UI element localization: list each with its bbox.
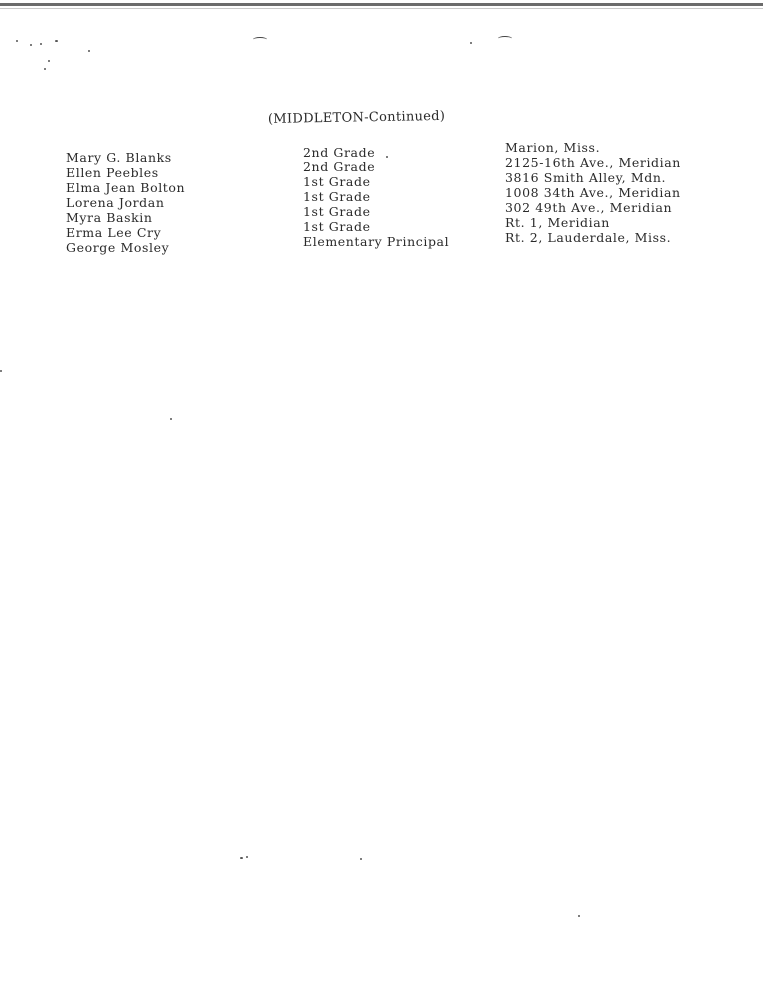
scan-speck (55, 40, 58, 42)
staff-name: Elma Jean Bolton (66, 180, 186, 195)
staff-address: 302 49th Ave., Meridian (505, 200, 673, 215)
scan-top-edge (0, 3, 763, 6)
staff-name: George Mosley (66, 240, 170, 255)
staff-position: 2nd Grade (303, 159, 376, 174)
staff-position: Elementary Principal (303, 234, 450, 249)
positions-column (303, 145, 449, 249)
staff-position: 1st Grade (303, 174, 371, 189)
staff-position: 1st Grade (303, 204, 371, 219)
scan-speck (30, 44, 32, 46)
staff-name: Erma Lee Cry (66, 225, 162, 240)
staff-position: 2nd Grade (303, 145, 376, 160)
staff-name: Myra Baskin (66, 210, 153, 225)
scan-mark (498, 36, 512, 41)
scan-top-edge-shadow (0, 8, 763, 9)
staff-address: 2125-16th Ave., Meridian (505, 155, 681, 170)
staff-address: Rt. 1, Meridian (505, 215, 610, 230)
names-column (66, 150, 185, 255)
scan-mark (253, 37, 267, 42)
staff-address: 3816 Smith Alley, Mdn. (505, 170, 667, 185)
staff-position: 1st Grade (303, 219, 371, 234)
scan-speck (170, 418, 172, 420)
staff-name: Ellen Peebles (66, 165, 159, 180)
scan-speck (578, 915, 580, 917)
section-heading: (MIDDLETON-Continued) (267, 108, 446, 127)
addresses-column (505, 140, 681, 245)
staff-address: Marion, Miss. (505, 140, 601, 155)
staff-name: Lorena Jordan (66, 195, 165, 210)
scan-speck (48, 60, 50, 62)
scan-speck (360, 858, 362, 860)
staff-name: Mary G. Blanks (66, 150, 172, 165)
scan-speck (0, 370, 2, 372)
scan-speck (44, 68, 46, 70)
scan-speck (88, 50, 90, 52)
scan-speck (246, 856, 248, 858)
staff-position: 1st Grade (303, 189, 371, 204)
scan-speck (470, 42, 472, 44)
scan-speck (240, 857, 243, 859)
scan-speck (40, 43, 42, 45)
scan-speck (16, 40, 18, 42)
staff-address: 1008 34th Ave., Meridian (505, 185, 681, 200)
staff-address: Rt. 2, Lauderdale, Miss. (505, 230, 672, 245)
